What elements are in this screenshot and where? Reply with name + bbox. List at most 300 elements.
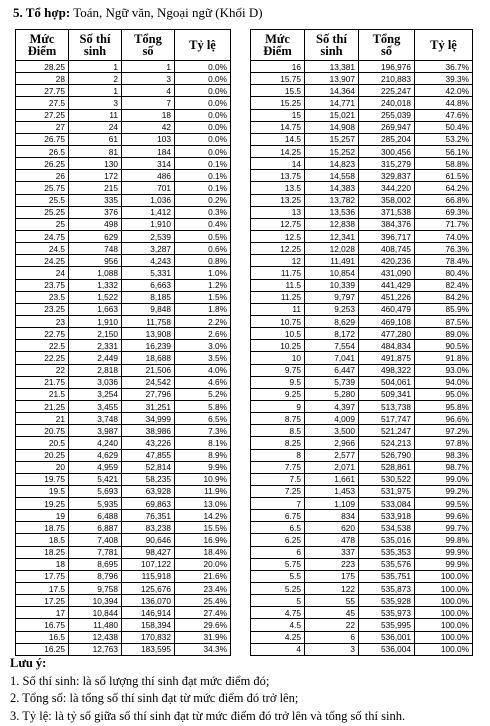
cell-score: 15.75 [251,73,305,85]
cell-count: 2,577 [305,449,359,461]
table-row [251,583,473,595]
cell-total: 52,814 [122,461,175,473]
cell-total: 534,538 [359,522,415,534]
cell-ratio: 99.9% [415,558,473,570]
table-row [251,449,473,461]
cell-score: 15 [251,109,305,121]
table-row [16,631,231,643]
cell-ratio: 6.5% [175,413,231,425]
cell-score: 13.75 [251,170,305,182]
table-row [251,485,473,497]
cell-total: 535,576 [359,558,415,570]
cell-ratio: 98.3% [415,449,473,461]
cell-count: 24 [69,121,122,133]
cell-total: 371,538 [359,206,415,218]
cell-ratio: 71.7% [415,218,473,230]
cell-total: 498,322 [359,364,415,376]
cell-score: 8.25 [251,437,305,449]
cell-count: 376 [69,206,122,218]
table-row [251,534,473,546]
table-row [251,413,473,425]
cell-count: 14,908 [305,121,359,133]
cell-ratio: 47.6% [415,109,473,121]
cell-ratio: 87.5% [415,315,473,327]
cell-ratio: 82.4% [415,279,473,291]
cell-score: 21.25 [16,400,69,412]
cell-score: 26.25 [16,158,69,170]
cell-ratio: 2.2% [175,315,231,327]
cell-ratio: 90.5% [415,340,473,352]
cell-count: 5,280 [305,388,359,400]
cell-score: 18.25 [16,546,69,558]
cell-count: 9,797 [305,291,359,303]
cell-total: 34,999 [122,413,175,425]
table-row [251,425,473,437]
table-row [251,158,473,170]
cell-score: 20.5 [16,437,69,449]
cell-score: 21.75 [16,376,69,388]
cell-count: 11,491 [305,255,359,267]
table-row [16,303,231,315]
table-row [251,328,473,340]
cell-count: 223 [305,558,359,570]
cell-total: 533,918 [359,510,415,522]
cell-total: 1 [122,61,175,73]
cell-ratio: 0.0% [175,73,231,85]
cell-count: 12,341 [305,230,359,242]
cell-total: 528,861 [359,461,415,473]
cell-total: 535,928 [359,595,415,607]
cell-ratio: 8.9% [175,449,231,461]
cell-ratio: 66.8% [415,194,473,206]
cell-score: 28 [16,73,69,85]
cell-count: 1,332 [69,279,122,291]
cell-count: 10,844 [69,607,122,619]
cell-score: 10.5 [251,328,305,340]
cell-total: 526,790 [359,449,415,461]
cell-score: 5.25 [251,583,305,595]
cell-score: 22.75 [16,328,69,340]
cell-total: 196,976 [359,61,415,73]
cell-count: 2,331 [69,340,122,352]
cell-count: 337 [305,546,359,558]
cell-total: 535,995 [359,619,415,631]
cell-count: 2 [69,73,122,85]
cell-ratio: 2.6% [175,328,231,340]
cell-total: 210,883 [359,73,415,85]
cell-total: 536,004 [359,643,415,655]
cell-score: 16.5 [16,631,69,643]
cell-ratio: 31.9% [175,631,231,643]
cell-score: 4.5 [251,619,305,631]
cell-count: 1,522 [69,291,122,303]
cell-score: 9.25 [251,388,305,400]
table-header-row [16,30,231,61]
cell-score: 23 [16,315,69,327]
cell-ratio: 93.0% [415,364,473,376]
cell-count: 1,453 [305,485,359,497]
table-row [251,279,473,291]
cell-score: 25 [16,218,69,230]
cell-count: 12,438 [69,631,122,643]
table-row [16,170,231,182]
table-row [16,510,231,522]
table-row [251,109,473,121]
cell-ratio: 0.4% [175,218,231,230]
cell-count: 9,758 [69,583,122,595]
section-title-subjects: Toán, Ngữ văn, Ngoại ngữ (Khối D) [73,5,263,20]
cell-total: 183,595 [122,643,175,655]
cell-ratio: 0.2% [175,194,231,206]
header-ratio: Tỷ lệ [175,30,231,61]
cell-ratio: 3.5% [175,352,231,364]
table-row [16,558,231,570]
cell-total: 38,986 [122,425,175,437]
cell-score: 12 [251,255,305,267]
cell-total: 107,122 [122,558,175,570]
cell-score: 15.5 [251,85,305,97]
cell-count: 1 [69,61,122,73]
cell-score: 9 [251,400,305,412]
cell-count: 11 [69,109,122,121]
cell-ratio: 96.6% [415,413,473,425]
cell-count: 3 [305,643,359,655]
header-score: Mức Điểm [16,30,69,61]
cell-count: 2,818 [69,364,122,376]
cell-count: 5,693 [69,485,122,497]
cell-total: 5,331 [122,267,175,279]
cell-total: 504,061 [359,376,415,388]
cell-total: 329,837 [359,170,415,182]
table-row [16,218,231,230]
cell-score: 7.5 [251,473,305,485]
cell-score: 24.75 [16,230,69,242]
table-row [16,352,231,364]
cell-score: 24 [16,267,69,279]
cell-count: 3,036 [69,376,122,388]
cell-total: 477,280 [359,328,415,340]
cell-total: 63,928 [122,485,175,497]
cell-score: 20.25 [16,449,69,461]
right-table-body [251,61,473,656]
cell-score: 17.75 [16,570,69,582]
cell-total: 83,238 [122,522,175,534]
section-title [13,5,263,21]
cell-count: 15,257 [305,133,359,145]
cell-score: 11.25 [251,291,305,303]
cell-total: 315,279 [359,158,415,170]
table-row [251,473,473,485]
cell-score: 23.5 [16,291,69,303]
cell-ratio: 0.1% [175,182,231,194]
cell-count: 3,254 [69,388,122,400]
cell-count: 215 [69,182,122,194]
cell-ratio: 80.4% [415,267,473,279]
cell-total: 491,875 [359,352,415,364]
cell-total: 535,873 [359,583,415,595]
cell-total: 31,251 [122,400,175,412]
cell-ratio: 4.6% [175,376,231,388]
cell-ratio: 100.0% [415,583,473,595]
cell-ratio: 36.7% [415,61,473,73]
note-item: 2. Tổng số: là tổng số thí sinh đạt từ mức điểm đó trở lên; [10,691,299,705]
table-row [16,376,231,388]
cell-ratio: 74.0% [415,230,473,242]
cell-score: 6.25 [251,534,305,546]
cell-total: 358,002 [359,194,415,206]
table-row [16,437,231,449]
table-row [251,570,473,582]
cell-ratio: 42.0% [415,85,473,97]
cell-total: 98,427 [122,546,175,558]
cell-count: 7,408 [69,534,122,546]
cell-ratio: 15.5% [175,522,231,534]
table-row [16,461,231,473]
cell-count: 4,240 [69,437,122,449]
cell-total: 536,001 [359,631,415,643]
cell-total: 1,910 [122,218,175,230]
cell-ratio: 0.3% [175,206,231,218]
cell-ratio: 99.6% [415,510,473,522]
cell-count: 4,959 [69,461,122,473]
cell-ratio: 25.4% [175,595,231,607]
cell-score: 19 [16,510,69,522]
cell-score: 22.25 [16,352,69,364]
cell-score: 19.75 [16,473,69,485]
cell-ratio: 99.0% [415,473,473,485]
cell-ratio: 18.4% [175,546,231,558]
cell-ratio: 100.0% [415,643,473,655]
table-row [251,498,473,510]
cell-score: 25.5 [16,194,69,206]
cell-total: 3 [122,73,175,85]
cell-score: 28.25 [16,61,69,73]
cell-total: 484,834 [359,340,415,352]
cell-count: 4,009 [305,413,359,425]
cell-ratio: 11.9% [175,485,231,497]
table-row [16,255,231,267]
cell-total: 517,747 [359,413,415,425]
cell-count: 11,480 [69,619,122,631]
cell-total: 11,758 [122,315,175,327]
cell-ratio: 100.0% [415,619,473,631]
cell-total: 285,204 [359,133,415,145]
score-table-right [250,29,473,656]
cell-score: 20 [16,461,69,473]
table-row [251,291,473,303]
cell-score: 10.25 [251,340,305,352]
cell-count: 6 [305,631,359,643]
cell-score: 18.5 [16,534,69,546]
cell-ratio: 100.0% [415,607,473,619]
cell-total: 42 [122,121,175,133]
cell-ratio: 69.3% [415,206,473,218]
cell-score: 13.5 [251,182,305,194]
cell-count: 122 [305,583,359,595]
cell-score: 26.5 [16,145,69,157]
table-row [251,376,473,388]
cell-ratio: 100.0% [415,595,473,607]
cell-count: 8,172 [305,328,359,340]
cell-ratio: 99.8% [415,534,473,546]
table-row [16,97,231,109]
table-row [251,607,473,619]
cell-count: 12,763 [69,643,122,655]
cell-ratio: 78.4% [415,255,473,267]
cell-ratio: 100.0% [415,631,473,643]
cell-score: 14.75 [251,121,305,133]
table-row [251,85,473,97]
cell-count: 335 [69,194,122,206]
cell-score: 18 [16,558,69,570]
table-row [251,194,473,206]
cell-total: 18 [122,109,175,121]
cell-total: 13,908 [122,328,175,340]
cell-total: 76,351 [122,510,175,522]
cell-count: 12,028 [305,243,359,255]
table-row [16,243,231,255]
cell-score: 10.75 [251,315,305,327]
cell-ratio: 76.3% [415,243,473,255]
note-item: 3. Tỷ lệ: là tỷ số giữa số thí sinh đạt từ mức điểm đó trở lên và tổng số thí sinh. [10,708,406,723]
cell-count: 8,629 [305,315,359,327]
cell-count: 2,449 [69,352,122,364]
cell-ratio: 29.6% [175,619,231,631]
cell-total: 240,018 [359,97,415,109]
table-row [251,243,473,255]
cell-ratio: 13.0% [175,498,231,510]
cell-score: 14.25 [251,145,305,157]
cell-score: 23.75 [16,279,69,291]
cell-total: 7 [122,97,175,109]
cell-total: 24,542 [122,376,175,388]
cell-score: 25.75 [16,182,69,194]
header-total: Tổng số [359,30,415,61]
cell-total: 184 [122,145,175,157]
table-row [251,522,473,534]
table-row [16,133,231,145]
table-row [251,230,473,242]
cell-ratio: 23.4% [175,583,231,595]
cell-score: 12.5 [251,230,305,242]
cell-total: 146,914 [122,607,175,619]
header-count: Số thí sinh [69,30,122,61]
cell-score: 17.5 [16,583,69,595]
cell-count: 9,253 [305,303,359,315]
table-row [16,194,231,206]
note-item: 1. Số thí sinh: là số lượng thí sinh đạt mức điểm đó; [10,673,270,688]
cell-count: 172 [69,170,122,182]
cell-score: 11 [251,303,305,315]
table-row [16,607,231,619]
cell-count: 13,536 [305,206,359,218]
table-row [251,61,473,73]
cell-score: 6.5 [251,522,305,534]
table-row [251,182,473,194]
cell-total: 533,084 [359,498,415,510]
cell-total: 225,247 [359,85,415,97]
table-header-row [251,30,473,61]
cell-count: 130 [69,158,122,170]
cell-ratio: 39.3% [415,73,473,85]
cell-ratio: 44.8% [415,97,473,109]
table-row [251,461,473,473]
cell-ratio: 8.1% [175,437,231,449]
cell-total: 535,016 [359,534,415,546]
table-row [251,340,473,352]
cell-count: 1,109 [305,498,359,510]
table-row [16,85,231,97]
cell-count: 15,021 [305,109,359,121]
cell-count: 1,088 [69,267,122,279]
cell-score: 8.5 [251,425,305,437]
cell-count: 4,397 [305,400,359,412]
table-row [16,364,231,376]
cell-count: 45 [305,607,359,619]
cell-score: 19.5 [16,485,69,497]
table-row [251,303,473,315]
cell-score: 13.25 [251,194,305,206]
cell-count: 14,823 [305,158,359,170]
cell-score: 22.5 [16,340,69,352]
table-row [251,510,473,522]
cell-score: 14 [251,158,305,170]
table-row [251,315,473,327]
cell-total: 158,394 [122,619,175,631]
cell-score: 11.75 [251,267,305,279]
cell-total: 4 [122,85,175,97]
table-row [251,558,473,570]
cell-total: 115,918 [122,570,175,582]
cell-count: 14,771 [305,97,359,109]
cell-total: 136,070 [122,595,175,607]
table-row [16,522,231,534]
cell-count: 12,838 [305,218,359,230]
cell-score: 9.75 [251,364,305,376]
table-row [16,570,231,582]
cell-score: 10 [251,352,305,364]
table-row [16,279,231,291]
cell-score: 17 [16,607,69,619]
cell-total: 535,973 [359,607,415,619]
cell-score: 16.75 [16,619,69,631]
cell-total: 103 [122,133,175,145]
cell-ratio: 0.0% [175,121,231,133]
table-row [16,206,231,218]
cell-count: 14,364 [305,85,359,97]
cell-score: 24.25 [16,255,69,267]
table-row [251,170,473,182]
table-row [16,595,231,607]
table-row [251,145,473,157]
left-table-body [16,61,231,656]
table-row [16,328,231,340]
cell-score: 21.5 [16,388,69,400]
cell-total: 513,738 [359,400,415,412]
cell-score: 24.5 [16,243,69,255]
cell-total: 314 [122,158,175,170]
cell-score: 27.75 [16,85,69,97]
cell-total: 300,456 [359,145,415,157]
cell-ratio: 0.0% [175,145,231,157]
cell-total: 441,429 [359,279,415,291]
cell-count: 61 [69,133,122,145]
cell-ratio: 0.0% [175,109,231,121]
cell-total: 269,947 [359,121,415,133]
cell-ratio: 1.5% [175,291,231,303]
table-row [16,546,231,558]
cell-ratio: 56.1% [415,145,473,157]
